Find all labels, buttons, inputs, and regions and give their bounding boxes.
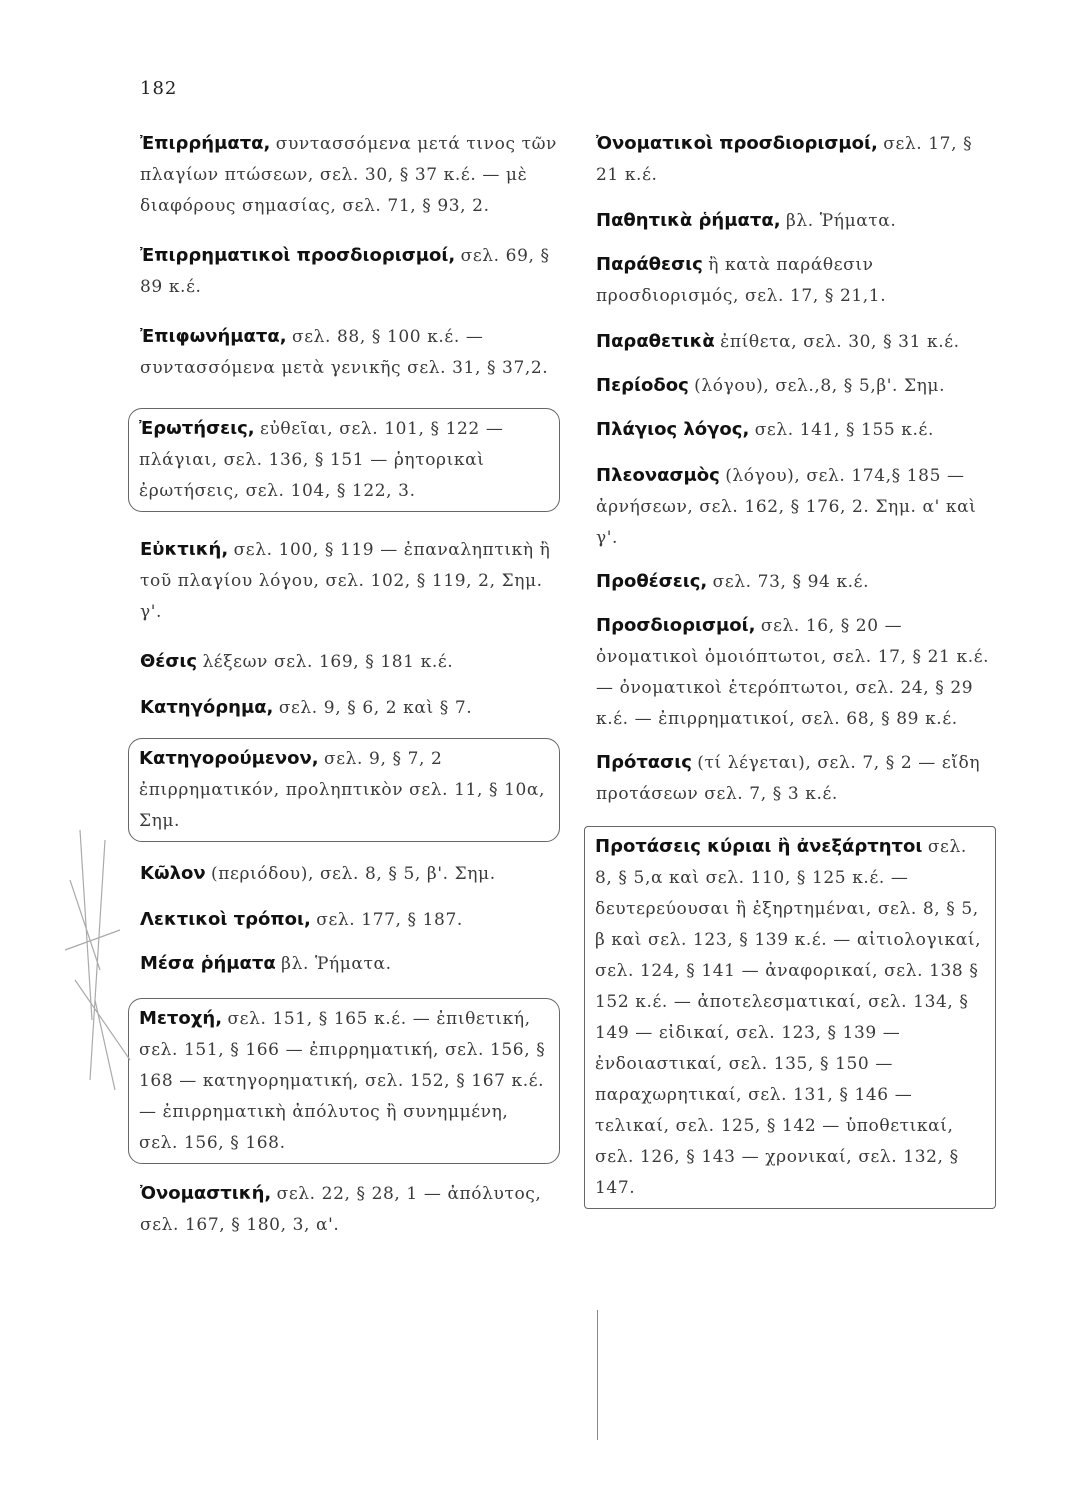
entry-term: Ἐπιρρήματα, (140, 133, 271, 154)
index-entry (140, 534, 560, 628)
entry-text: (λόγου), σελ. 174,§ 185 — ἀρνήσεων, σελ. 162, § 176, 2. Σημ. α' καὶ γ'. (596, 466, 977, 548)
entry-term: Κατηγόρημα, (140, 697, 274, 718)
entry-term: Κῶλον (140, 863, 206, 884)
entry-text: (τί λέγεται), σελ. 7, § 2 — εἴδη προτάσεων σελ. 7, § 3 κ.έ. (596, 753, 981, 804)
entry-text: (λόγου), σελ.,8, § 5,β'. Σημ. (694, 376, 946, 396)
entry-term: Παράθεσις (596, 254, 703, 275)
entry-text: εὐθεῖαι, σελ. 101, § 122 — πλάγιαι, σελ. 136, § 151 — ῥητορικαὶ ἐρωτήσεις, σελ. 104, § 122, 3. (139, 419, 504, 501)
index-column-left (140, 128, 560, 1241)
entry-term: Περίοδος (596, 375, 689, 396)
entry-text: (περιόδου), σελ. 8, § 5, β'. Σημ. (211, 864, 496, 884)
index-entry (596, 460, 996, 554)
entry-term: Μετοχή, (139, 1008, 223, 1029)
entry-term: Ἐπιφωνήματα, (140, 326, 287, 347)
entry-term: Προσδιορισμοί, (596, 615, 756, 636)
entry-text: σελ. 177, § 187. (316, 910, 463, 930)
index-entry-highlighted (584, 826, 996, 1209)
entry-text: σελ. 17, § 21 κ.έ. (596, 134, 973, 185)
entry-term: Εὐκτική, (140, 539, 229, 560)
index-entry (596, 326, 996, 358)
entry-term: Προτάσεις κύριαι ἢ ἀνεξάρτητοι (595, 836, 923, 857)
entry-term: Κατηγορούμενον, (139, 748, 319, 769)
pencil-mark-decoration (60, 820, 160, 1100)
entry-text: βλ. Ῥήματα. (785, 211, 897, 231)
entry-term: Ὀνομαστική, (140, 1183, 272, 1204)
entry-text: σελ. 69, § 89 κ.έ. (140, 246, 550, 297)
entry-term: Λεκτικοὶ τρόποι, (140, 909, 311, 930)
entry-text: συντασσόμενα μετά τινος τῶν πλαγίων πτώσεων, σελ. 30, § 37 κ.έ. — μὲ διαφόρους σημασίας, σελ. 71, § 93, 2. (140, 134, 557, 216)
entry-text: σελ. 22, § 28, 1 — ἀπόλυτος, σελ. 167, § 180, 3, α'. (140, 1184, 542, 1235)
index-entry (596, 128, 996, 191)
index-entry (140, 1178, 560, 1241)
entry-term: Ἐρωτήσεις, (139, 418, 255, 439)
page-number: 182 (140, 78, 178, 99)
index-entry (596, 747, 996, 810)
index-entry (596, 610, 996, 735)
index-entry (140, 128, 560, 222)
index-entry (596, 205, 996, 237)
index-column-right (596, 128, 996, 1209)
index-entry (140, 240, 560, 303)
entry-text: σελ. 9, § 6, 2 καὶ § 7. (278, 698, 473, 718)
entry-text: σελ. 73, § 94 κ.έ. (712, 572, 870, 592)
entry-term: Πλάγιος λόγος, (596, 419, 750, 440)
entry-text: σελ. 8, § 5,α καὶ σελ. 110, § 125 κ.έ. — δευτερεύουσαι ἢ ἐξηρτημέναι, σελ. 8, § 5, β καὶ σελ. 123, § 139 κ.έ. — αἰτιολογικαί, σελ. 124, § 141 — ἀναφορικαί, σελ. 138 § 152 κ.έ. — ἀποτελεσματικαί, σελ. 134, § 149 — εἰδικαί, σελ. 123, § 139 — ἐνδοιαστικαί, σελ. 135, § 150 — παραχωρητικαί, σελ. 131, § 146 — τελικαί, σελ. 125, § 142 — ὑποθετικαί, σελ. 126, § 143 — χρονικαί, σελ. 132, § 147. (595, 837, 982, 1198)
entry-term: Πρότασις (596, 752, 692, 773)
margin-line (597, 1310, 598, 1440)
entry-term: Παθητικὰ ῥήματα, (596, 210, 781, 231)
entry-text: ἐπίθετα, σελ. 30, § 31 κ.έ. (720, 332, 960, 352)
index-entry-highlighted (128, 998, 560, 1164)
entry-term: Μέσα ῥήματα (140, 953, 276, 974)
index-entry (140, 904, 560, 936)
entry-term: Παραθετικὰ (596, 331, 715, 352)
entry-text: σελ. 88, § 100 κ.έ. — συντασσόμενα μετὰ γενικῆς σελ. 31, § 37,2. (140, 327, 549, 378)
entry-text: σελ. 100, § 119 — ἐπαναληπτικὴ ἢ τοῦ πλαγίου λόγου, σελ. 102, § 119, 2, Σημ. γ'. (140, 540, 551, 622)
entry-text: σελ. 9, § 7, 2 ἐπιρρηματικόν, προληπτικὸν σελ. 11, § 10α, Σημ. (139, 749, 545, 831)
entry-text: βλ. Ῥήματα. (281, 954, 392, 974)
index-entry (596, 370, 996, 402)
entry-term: Θέσις (140, 651, 198, 672)
entry-term: Ὀνοματικοὶ προσδιορισμοί, (596, 133, 878, 154)
entry-text: σελ. 16, § 20 — ὀνοματικοὶ ὁμοιόπτωτοι, σελ. 17, § 21 κ.έ. — ὀνοματικοὶ ἑτερόπτωτοι, σελ. 24, § 29 κ.έ. — ἐπιρρηματικοί, σελ. 68, § 89 κ.έ. (596, 616, 990, 729)
entry-term: Πλεονασμὸς (596, 465, 720, 486)
index-entry (596, 414, 996, 446)
index-entry (596, 566, 996, 598)
index-entry (140, 321, 560, 384)
index-entry (596, 249, 996, 312)
entry-text: λέξεων σελ. 169, § 181 κ.έ. (202, 652, 454, 672)
index-entry (140, 692, 560, 724)
entry-term: Ἐπιρρηματικοὶ προσδιορισμοί, (140, 245, 456, 266)
entry-term: Προθέσεις, (596, 571, 708, 592)
index-entry (140, 948, 560, 980)
index-entry (140, 646, 560, 678)
entry-text: σελ. 141, § 155 κ.έ. (754, 420, 934, 440)
index-entry-highlighted (128, 738, 560, 842)
entry-text: σελ. 151, § 165 κ.έ. — ἐπιθετική, σελ. 151, § 166 — ἐπιρρηματική, σελ. 156, § 168 — κατηγορηματική, σελ. 152, § 167 κ.έ. — ἐπιρρηματικὴ ἀπόλυτος ἢ συνημμένη, σελ. 156, § 168. (139, 1009, 546, 1153)
index-entry (140, 858, 560, 890)
entry-text: ἢ κατὰ παράθεσιν προσδιορισμός, σελ. 17, § 21,1. (596, 255, 887, 306)
index-entry-highlighted (128, 408, 560, 512)
